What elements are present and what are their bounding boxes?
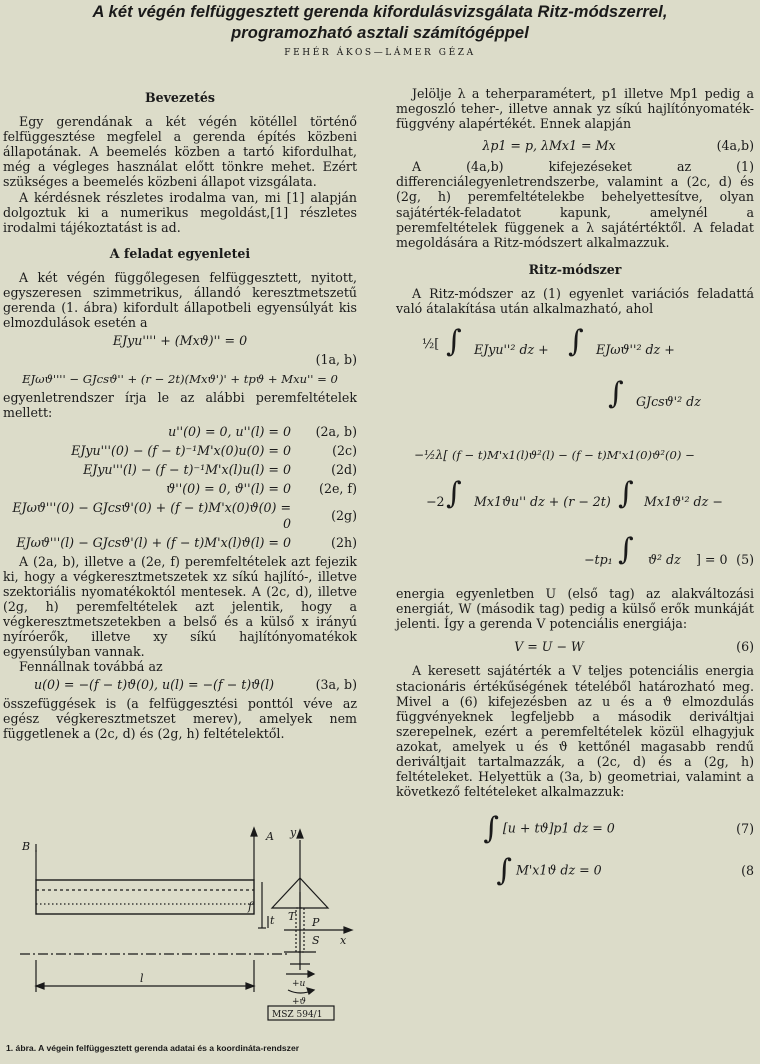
figure-caption: 1. ábra. A végein felfüggesztett gerenda adatai és a koordináta-rendszer xyxy=(6,1043,300,1053)
equation-6: V = U − W (6) xyxy=(514,639,754,655)
boundary-condition-row: ϑ''(0) = 0, ϑ''(l) = 0 (2e, f) xyxy=(166,480,357,496)
equation-3: u(0) = −(f − t)ϑ(0), u(l) = −(f − t)ϑ(l) (3a, b) xyxy=(33,677,357,693)
label-theta: +ϑ xyxy=(292,997,306,1007)
label-l: l xyxy=(140,972,144,985)
authors: FEHÉR ÁKOS—LÁMER GÉZA xyxy=(284,48,476,58)
figure-1 xyxy=(0,820,380,1042)
boundary-condition-row: EJωϑ'''(l) − GJcsϑ'(l) + (f − t)M'x(l)ϑ(l) = 0 (2h) xyxy=(16,534,357,550)
right-paragraph-2: A (4a,b) kifejezéseket az (1) differenciálegyenletrendszerbe, valamint a (2c, d) és (2g, h) peremfeltételekbe behelyettesítve, olyan sajátérték-feladatot kapunk, amelynél a peremfeltételek függenek a λ sajátértéktől. A feladat megoldására a Ritz-módszert alkalmazzuk. xyxy=(396,159,754,250)
article-title xyxy=(0,2,760,44)
stamp-text: MSZ 594/1 xyxy=(272,1010,323,1020)
boundary-condition-row: u''(0) = 0, u''(l) = 0 (2a, b) xyxy=(168,423,357,439)
label-T: T xyxy=(288,910,296,923)
label-t: t xyxy=(270,914,275,927)
eq5-term-5: Mx1ϑu'' dz + (r − 2t) xyxy=(474,494,611,510)
intro-paragraph-1: Egy gerendának a két végén kötéllel történő felfüggesztése megfelel a gerenda építés közbeni állapotának. A beemelés közben a tartó kifordulhat, még a végleges használat előtt tönkre mehet. Ezért szükséges a beemelés közbeni állapot vizsgálata. xyxy=(3,114,357,190)
eq5-term-2: EJωϑ''² dz + xyxy=(596,342,675,358)
label-B: B xyxy=(22,840,31,853)
right-paragraph-3: A Ritz-módszer az (1) egyenlet variációs feladattá való átalakítása után alkalmazható, ahol xyxy=(396,285,754,317)
ritz-heading: Ritz-módszer xyxy=(528,261,622,277)
label-S: S xyxy=(312,934,320,947)
intro-paragraph-2: A kérdésnek részletes irodalma van, mi [1] alapján dolgoztuk ki a numerikus megoldást,[1] részletes irodalmi tájékoztatást is ad. xyxy=(3,189,357,235)
eq5-number: (5) xyxy=(736,552,754,568)
eq5-term-7: ϑ² dz xyxy=(648,552,681,568)
task-paragraph-3: A (2a, b), illetve a (2e, f) peremfeltételek azt fejezik ki, hogy a végkeresztmetszetek xz síkú hajlító-, illetve szektoriális nyomatékoktól mentesek. A (2c, d), illetve (2g, h) peremfeltételek azt jelentik, hogy a végkeresztmetszetekben a belső és a külső x irányú nyíróerők, illetve xy síkú hajlítónyomatékok egyensúlyban vannak. xyxy=(3,553,357,660)
label-x: x xyxy=(340,934,347,947)
task-paragraph-4: Fennállnak továbbá az xyxy=(19,659,163,675)
eq5-term-6: Mx1ϑ'² dz − xyxy=(644,494,723,510)
label-u: +u xyxy=(292,979,306,989)
task-heading: A feladat egyenletei xyxy=(109,245,251,261)
equation-1a: EJyu'''' + (Mxϑ)'' = 0 xyxy=(112,333,248,349)
equation-4: λp1 = p, λMx1 = Mx (4a,b) xyxy=(482,138,754,154)
boundary-condition-row: EJyu'''(l) − (f − t)⁻¹M'x(l)u(l) = 0 (2d) xyxy=(83,461,357,477)
equation-7: ∫ [u + tϑ]p1 dz = 0 (7) xyxy=(483,811,754,847)
label-P: P xyxy=(312,916,320,929)
title-line-1: A két végén felfüggesztett gerenda kifordulásvizsgálata Ritz-módszerrel, xyxy=(92,3,668,21)
task-paragraph-5: összefüggések is (a felfüggesztési ponttól véve az egész végkeresztmetszet merev), amelyek nem függetlenek a (2c, d) és (2g, h) feltételektől. xyxy=(3,696,357,742)
right-column xyxy=(396,86,754,889)
task-paragraph-2: egyenletrendszer írja le az alábbi peremfeltételek mellett: xyxy=(3,390,357,421)
right-paragraph-1: Jelölje λ a teherparamétert, p1 illetve Mp1 pedig a megoszló teher-, illetve annak yz síkú hajlítónyomaték-függvény alapértékét. Ennek alapján xyxy=(396,86,754,132)
equation-1-number: (1a, b) xyxy=(315,352,357,368)
equation-8: ∫ M'x1ϑ dz = 0 (8 xyxy=(496,853,754,889)
eq5-term-1: EJyu''² dz + xyxy=(474,342,549,358)
equation-1b: EJωϑ'''' − GJcsϑ'' + (r − 2t)(Mxϑ')' + tpϑ + Mxu'' = 0 xyxy=(22,372,338,387)
boundary-condition-row: EJyu'''(0) − (f − t)⁻¹M'x(0)u(0) = 0 (2c) xyxy=(71,442,357,458)
right-paragraph-5: A keresett sajátérték a V teljes potenciális energia stacionáris értékűségének tételéből határozható meg. Mivel a (6) kifejezésben az u és a ϑ elmozdulás függvényeknek legfeljebb a második deriváltjai szerepelnek, ezért a peremfeltételek közül elhagyjuk azokat, amelyek u és ϑ kettőnél magasabb rendű deriváltjait tartalmazzák, a (2c, d) és a (2g, h) feltételeket. Helyettük a (3a, b) geometriai, valamint a következő feltételeket alkalmazzuk: xyxy=(396,663,754,800)
intro-heading: Bevezetés xyxy=(144,90,216,105)
boundary-conditions xyxy=(3,424,357,551)
label-f: f xyxy=(248,900,253,913)
eq5-term-4: (f − t)M'x1(l)ϑ²(l) − (f − t)M'x1(0)ϑ²(0) − xyxy=(452,448,695,463)
label-y: y xyxy=(290,826,297,839)
beam xyxy=(36,880,254,914)
right-paragraph-4: energia egyenletben U (első tag) az alakváltozási energiát, W (második tag) pedig a külső erők munkáját jelenti. Így a gerenda V potenciális energiája: xyxy=(396,586,754,632)
title-line-2: programozható asztali számítógéppel xyxy=(231,24,529,42)
task-paragraph-1: A két végén függőlegesen felfüggesztett, nyitott, egyszeresen szimmetrikus, állandó keresztmetszetű gerenda (1. ábra) kifordult állapotbeli egyensúlyát kis elmozdulások esetén a xyxy=(3,269,357,331)
label-A: A xyxy=(266,830,274,843)
left-column xyxy=(3,86,357,742)
eq5-term-3: GJcsϑ'² dz xyxy=(636,394,701,410)
equation-5: ½[ ∫ EJyu''² dz + ∫ EJωϑ''² dz + ∫ GJcsϑ'² dz −½λ[ (f − t)M'x1(l)ϑ²(l) − (f − t)M'x1(0)ϑ²(0) − −2 ∫ Mx1ϑu'' dz + (r − 2t) ∫ Mx1ϑ'² dz − −tp₁ ∫ ϑ² dz ] = 0 (5) xyxy=(414,324,754,568)
boundary-condition-row: EJωϑ'''(0) − GJcsϑ'(0) + (f − t)M'x(0)ϑ(0) = 0 (2g) xyxy=(12,499,357,531)
